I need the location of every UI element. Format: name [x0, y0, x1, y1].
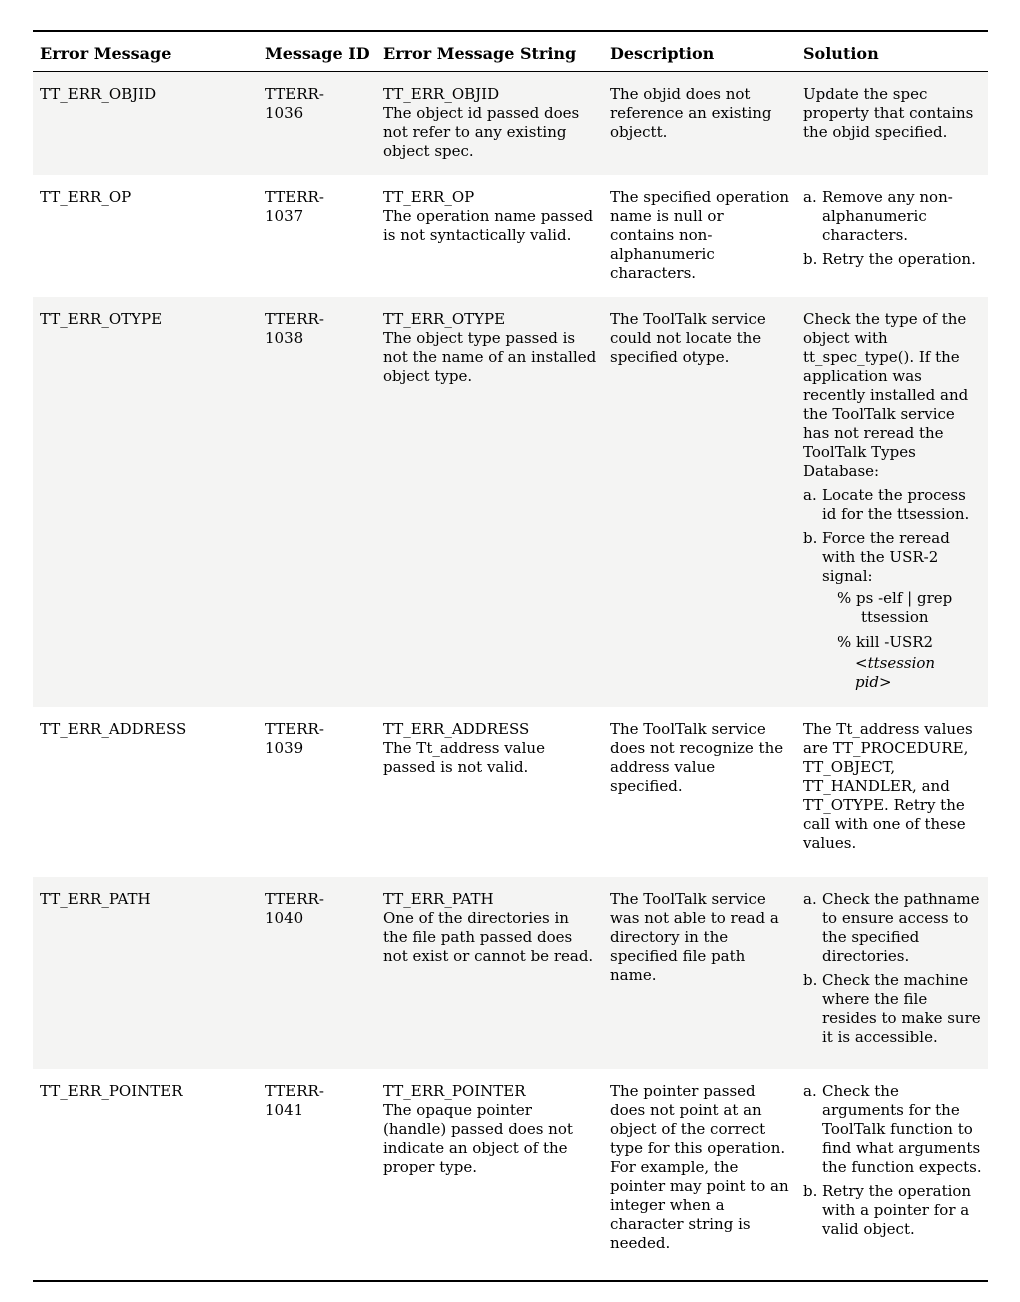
error-message-string-cell	[383, 1069, 610, 1280]
solution-intro: Check the type of the object with tt_spec_type(). If the application was recently installed and the ToolTalk service has not reread the ToolTalk Types Database:	[803, 310, 969, 480]
solution-cell	[803, 175, 988, 297]
solution-step	[803, 971, 984, 1047]
solution-step	[803, 188, 984, 245]
table-row	[33, 707, 988, 877]
table-row	[33, 175, 988, 297]
error-message-string-cell	[383, 297, 610, 707]
message-id-cell	[265, 72, 383, 175]
step-label: b.	[803, 529, 818, 547]
solution-text: The Tt_address values are TT_PROCEDURE, TT_OBJECT, TT_HANDLER, and TT_OTYPE. Retry the call with one of these values.	[803, 720, 973, 852]
solution-cell	[803, 1069, 988, 1280]
solution-cell	[803, 707, 988, 877]
message-id-value: TTERR-1038	[265, 310, 324, 347]
error-string-text: The operation name passed is not syntactically valid.	[383, 207, 594, 244]
step-label: a.	[803, 188, 817, 206]
solution-list	[803, 890, 984, 1047]
description-cell: The ToolTalk service was not able to read a directory in the specified file path name.	[610, 890, 779, 984]
error-message-string-cell	[383, 72, 610, 175]
description-cell: The ToolTalk service does not recognize the address value specified.	[610, 720, 784, 795]
error-string-text: The opaque pointer (handle) passed does not indicate an object of the proper type.	[383, 1101, 573, 1176]
solution-step	[803, 1082, 984, 1177]
step-label: a.	[803, 1082, 817, 1100]
error-message-cell: TT_ERR_OBJID	[40, 85, 157, 103]
step-text: Retry the operation with a pointer for a valid object.	[822, 1182, 972, 1238]
error-string-text: One of the directories in the file path passed does not exist or cannot be read.	[383, 909, 594, 965]
table-row	[33, 72, 988, 175]
error-string-name: TT_ERR_OP	[383, 188, 475, 206]
step-label: b.	[803, 1182, 818, 1200]
header-error-message-string: Error Message String	[383, 44, 577, 63]
message-id-cell	[265, 877, 383, 1069]
step-label: a.	[803, 890, 817, 908]
error-string-name: TT_ERR_ADDRESS	[383, 720, 530, 738]
message-id-cell	[265, 297, 383, 707]
message-id-cell	[265, 175, 383, 297]
table-header-row	[33, 32, 988, 71]
command-argument	[803, 654, 984, 692]
error-string-text: The object id passed does not refer to any existing object spec.	[383, 104, 580, 160]
error-message-string-cell	[383, 707, 610, 877]
error-message-cell: TT_ERR_POINTER	[40, 1082, 183, 1100]
message-id-cell	[265, 707, 383, 877]
table-row	[33, 297, 988, 707]
step-text: Retry the operation.	[822, 250, 976, 268]
message-id-value: TTERR-1039	[265, 720, 324, 757]
error-message-cell: TT_ERR_PATH	[40, 890, 151, 908]
step-label: b.	[803, 971, 818, 989]
command-line: % kill -USR2	[837, 633, 934, 651]
description-cell: The specified operation name is null or contains non-alphanumeric characters.	[610, 188, 790, 282]
step-text: Check the pathname to ensure access to the specified directories.	[822, 890, 980, 965]
message-id-value: TTERR-1040	[265, 890, 324, 927]
message-id-value: TTERR-1037	[265, 188, 324, 225]
solution-list	[803, 188, 984, 269]
header-description: Description	[610, 44, 715, 63]
solution-step	[803, 529, 984, 586]
table-row	[33, 1069, 988, 1280]
solution-step	[803, 486, 984, 524]
step-text: Check the machine where the file resides to make sure it is accessible.	[822, 971, 981, 1046]
solution-text: Update the spec property that contains the objid specified.	[803, 85, 974, 141]
solution-step	[803, 250, 984, 269]
error-string-name: TT_ERR_POINTER	[383, 1082, 526, 1100]
header-error-message: Error Message	[40, 44, 172, 63]
error-string-text: The object type passed is not the name of an installed object type.	[383, 329, 597, 385]
error-message-cell: TT_ERR_OP	[40, 188, 132, 206]
step-text: Force the reread with the USR-2 signal:	[822, 529, 950, 585]
error-message-cell: TT_ERR_ADDRESS	[40, 720, 187, 738]
solution-list	[803, 486, 984, 586]
solution-list	[803, 1082, 984, 1239]
message-id-cell	[265, 1069, 383, 1280]
command-line: % ps -elf | grep ttsession	[837, 589, 953, 626]
error-string-name: TT_ERR_OBJID	[383, 85, 500, 103]
solution-step	[803, 1182, 984, 1239]
error-message-cell: TT_ERR_OTYPE	[40, 310, 163, 328]
table-row	[33, 877, 988, 1069]
description-cell: The ToolTalk service could not locate the specified otype.	[610, 310, 766, 366]
bottom-rule	[33, 1280, 988, 1282]
error-message-table	[33, 30, 988, 1282]
error-string-text: The Tt_address value passed is not valid.	[383, 739, 545, 776]
message-id-value: TTERR-1036	[265, 85, 324, 122]
command-block	[803, 589, 984, 692]
error-message-string-cell	[383, 175, 610, 297]
header-solution: Solution	[803, 44, 879, 63]
error-message-string-cell	[383, 877, 610, 1069]
step-label: b.	[803, 250, 818, 268]
step-text: Locate the process id for the ttsession.	[822, 486, 970, 523]
step-label: a.	[803, 486, 817, 504]
step-text: Check the arguments for the ToolTalk function to find what arguments the function expects.	[822, 1082, 982, 1176]
message-id-value: TTERR-1041	[265, 1082, 324, 1119]
solution-step	[803, 890, 984, 966]
solution-cell	[803, 877, 988, 1069]
solution-cell	[803, 297, 988, 707]
command-argument-text: <ttsession pid>	[855, 654, 936, 691]
description-cell: The objid does not reference an existing objectt.	[610, 85, 772, 141]
error-string-name: TT_ERR_OTYPE	[383, 310, 506, 328]
header-message-id: Message ID	[265, 44, 370, 63]
description-cell: The pointer passed does not point at an object of the correct type for this operation. For example, the pointer may point to an integer when a character string is needed.	[610, 1082, 789, 1252]
error-string-name: TT_ERR_PATH	[383, 890, 494, 908]
step-text: Remove any non-alphanumeric characters.	[822, 188, 953, 244]
solution-cell	[803, 72, 988, 175]
